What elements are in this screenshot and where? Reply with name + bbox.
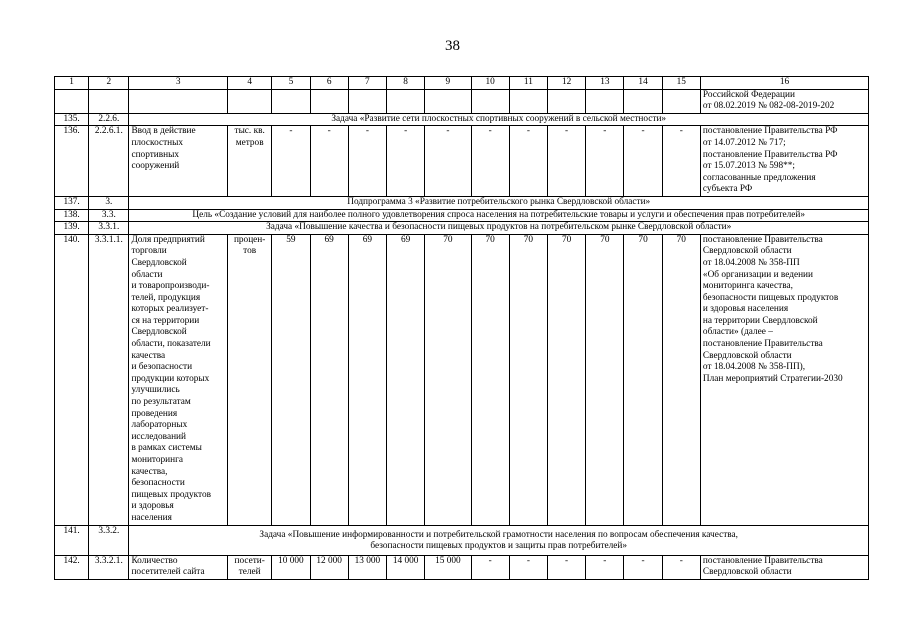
value-cell: - bbox=[425, 126, 471, 197]
value-cell: - bbox=[509, 126, 547, 197]
value-cell: 70 bbox=[586, 234, 624, 525]
header-cell: 5 bbox=[272, 77, 310, 90]
value-cell: 59 bbox=[272, 234, 310, 525]
task-title: Задача «Развитие сети плоскостных спортивных сооружений в сельской местности» bbox=[129, 113, 869, 126]
source-cell: Российской Федерации от 08.02.2019 № 082-08-2019-202 bbox=[700, 89, 868, 113]
header-cell: 16 bbox=[700, 77, 868, 90]
header-cell: 2 bbox=[89, 77, 129, 90]
header-cell: 1 bbox=[55, 77, 89, 90]
page-number: 38 bbox=[445, 38, 460, 54]
value-cell: 15 000 bbox=[425, 555, 471, 579]
value-cell: - bbox=[547, 555, 585, 579]
row-number: 141. bbox=[55, 525, 89, 555]
value-cell: 14 000 bbox=[387, 555, 425, 579]
value-cell: 70 bbox=[662, 234, 700, 525]
subprogram-title: Подпрограмма 3 «Развитие потребительского рынка Свердловской области» bbox=[129, 196, 869, 209]
row-number: 142. bbox=[55, 555, 89, 579]
unit-cell: тыс. кв. метров bbox=[228, 126, 272, 197]
row-number: 139. bbox=[55, 222, 89, 235]
value-cell: - bbox=[624, 555, 662, 579]
value-cell: 70 bbox=[547, 234, 585, 525]
value-cell: 69 bbox=[387, 234, 425, 525]
value-cell: - bbox=[509, 555, 547, 579]
value-cell: - bbox=[310, 126, 348, 197]
row-number: 140. bbox=[55, 234, 89, 525]
row-code: 3.3.2. bbox=[89, 525, 129, 555]
header-cell: 11 bbox=[509, 77, 547, 90]
row-number: 137. bbox=[55, 196, 89, 209]
row-number: 138. bbox=[55, 209, 89, 222]
header-cell: 9 bbox=[425, 77, 471, 90]
table-row bbox=[55, 555, 869, 579]
indicator-name: Доля предприятий торговли Свердловской области и товаропроизводи- телей, продукция которых реализует- ся на территории Свердловской области, показатели качества и безопасности продукции которых улучшились по результатам проведения лабораторных исследований в рамках системы мониторинга качества, безопасности пищевых продуктов и здоровья населения bbox=[129, 234, 228, 525]
header-cell: 7 bbox=[348, 77, 386, 90]
indicators-table bbox=[54, 76, 869, 580]
header-cell: 3 bbox=[129, 77, 228, 90]
header-cell: 8 bbox=[387, 77, 425, 90]
value-cell: 70 bbox=[624, 234, 662, 525]
value-cell: 70 bbox=[509, 234, 547, 525]
value-cell: - bbox=[471, 126, 509, 197]
value-cell: 70 bbox=[471, 234, 509, 525]
value-cell: - bbox=[471, 555, 509, 579]
value-cell: - bbox=[586, 126, 624, 197]
header-cell: 12 bbox=[547, 77, 585, 90]
value-cell: - bbox=[624, 126, 662, 197]
source-cell: постановление Правительства Свердловской области bbox=[700, 555, 868, 579]
value-cell: - bbox=[272, 126, 310, 197]
table-row bbox=[55, 209, 869, 222]
indicator-name: Ввод в действие плоскостных спортивных сооружений bbox=[129, 126, 228, 197]
row-code: 3.3.1.1. bbox=[89, 234, 129, 525]
value-cell: 70 bbox=[425, 234, 471, 525]
row-code: 2.2.6.1. bbox=[89, 126, 129, 197]
table-row bbox=[55, 222, 869, 235]
header-cell: 4 bbox=[228, 77, 272, 90]
value-cell: - bbox=[547, 126, 585, 197]
row-code: 3.3.1. bbox=[89, 222, 129, 235]
table-row bbox=[55, 126, 869, 197]
row-code: 3.3.2.1. bbox=[89, 555, 129, 579]
value-cell: - bbox=[387, 126, 425, 197]
source-cell: постановление Правительства РФ от 14.07.2012 № 717; постановление Правительства РФ от 15.07.2013 № 598**; согласованные предложения субъекта РФ bbox=[700, 126, 868, 197]
table-row bbox=[55, 196, 869, 209]
value-cell: 69 bbox=[348, 234, 386, 525]
carry-row bbox=[55, 89, 869, 113]
row-code: 2.2.6. bbox=[89, 113, 129, 126]
table-row bbox=[55, 113, 869, 126]
header-cell: 13 bbox=[586, 77, 624, 90]
row-number: 135. bbox=[55, 113, 89, 126]
unit-cell: посети- телей bbox=[228, 555, 272, 579]
indicator-name: Количество посетителей сайта bbox=[129, 555, 228, 579]
value-cell: 69 bbox=[310, 234, 348, 525]
header-cell: 14 bbox=[624, 77, 662, 90]
table-row bbox=[55, 234, 869, 525]
header-cell: 6 bbox=[310, 77, 348, 90]
unit-cell: процен- тов bbox=[228, 234, 272, 525]
goal-title: Цель «Создание условий для наиболее полного удовлетворения спроса населения на потребительские товары и услуги и обеспечения прав потребителей» bbox=[129, 209, 869, 222]
row-number: 136. bbox=[55, 126, 89, 197]
row-code: 3.3. bbox=[89, 209, 129, 222]
header-cell: 10 bbox=[471, 77, 509, 90]
value-cell: - bbox=[662, 126, 700, 197]
task-title: Задача «Повышение информированности и потребительской грамотности населения по вопросам обеспечения качества, безопасности пищевых продуктов и защиты прав потребителей» bbox=[129, 525, 869, 555]
task-title: Задача «Повышение качества и безопасности пищевых продуктов на потребительском рынке Свердловской области» bbox=[129, 222, 869, 235]
value-cell: - bbox=[662, 555, 700, 579]
header-cell: 15 bbox=[662, 77, 700, 90]
value-cell: - bbox=[348, 126, 386, 197]
value-cell: 13 000 bbox=[348, 555, 386, 579]
source-cell: постановление Правительства Свердловской области от 18.04.2008 № 358-ПП «Об организации и ведении мониторинга качества, безопасности пищевых продуктов и здоровья населения на территории Свердловской области» (далее – постановление Правительства Свердловской области от 18.04.2008 № 358-ПП), План мероприятий Стратегии-2030 bbox=[700, 234, 868, 525]
row-code: 3. bbox=[89, 196, 129, 209]
value-cell: 12 000 bbox=[310, 555, 348, 579]
value-cell: 10 000 bbox=[272, 555, 310, 579]
value-cell: - bbox=[586, 555, 624, 579]
header-row bbox=[55, 77, 869, 90]
table-row bbox=[55, 525, 869, 555]
